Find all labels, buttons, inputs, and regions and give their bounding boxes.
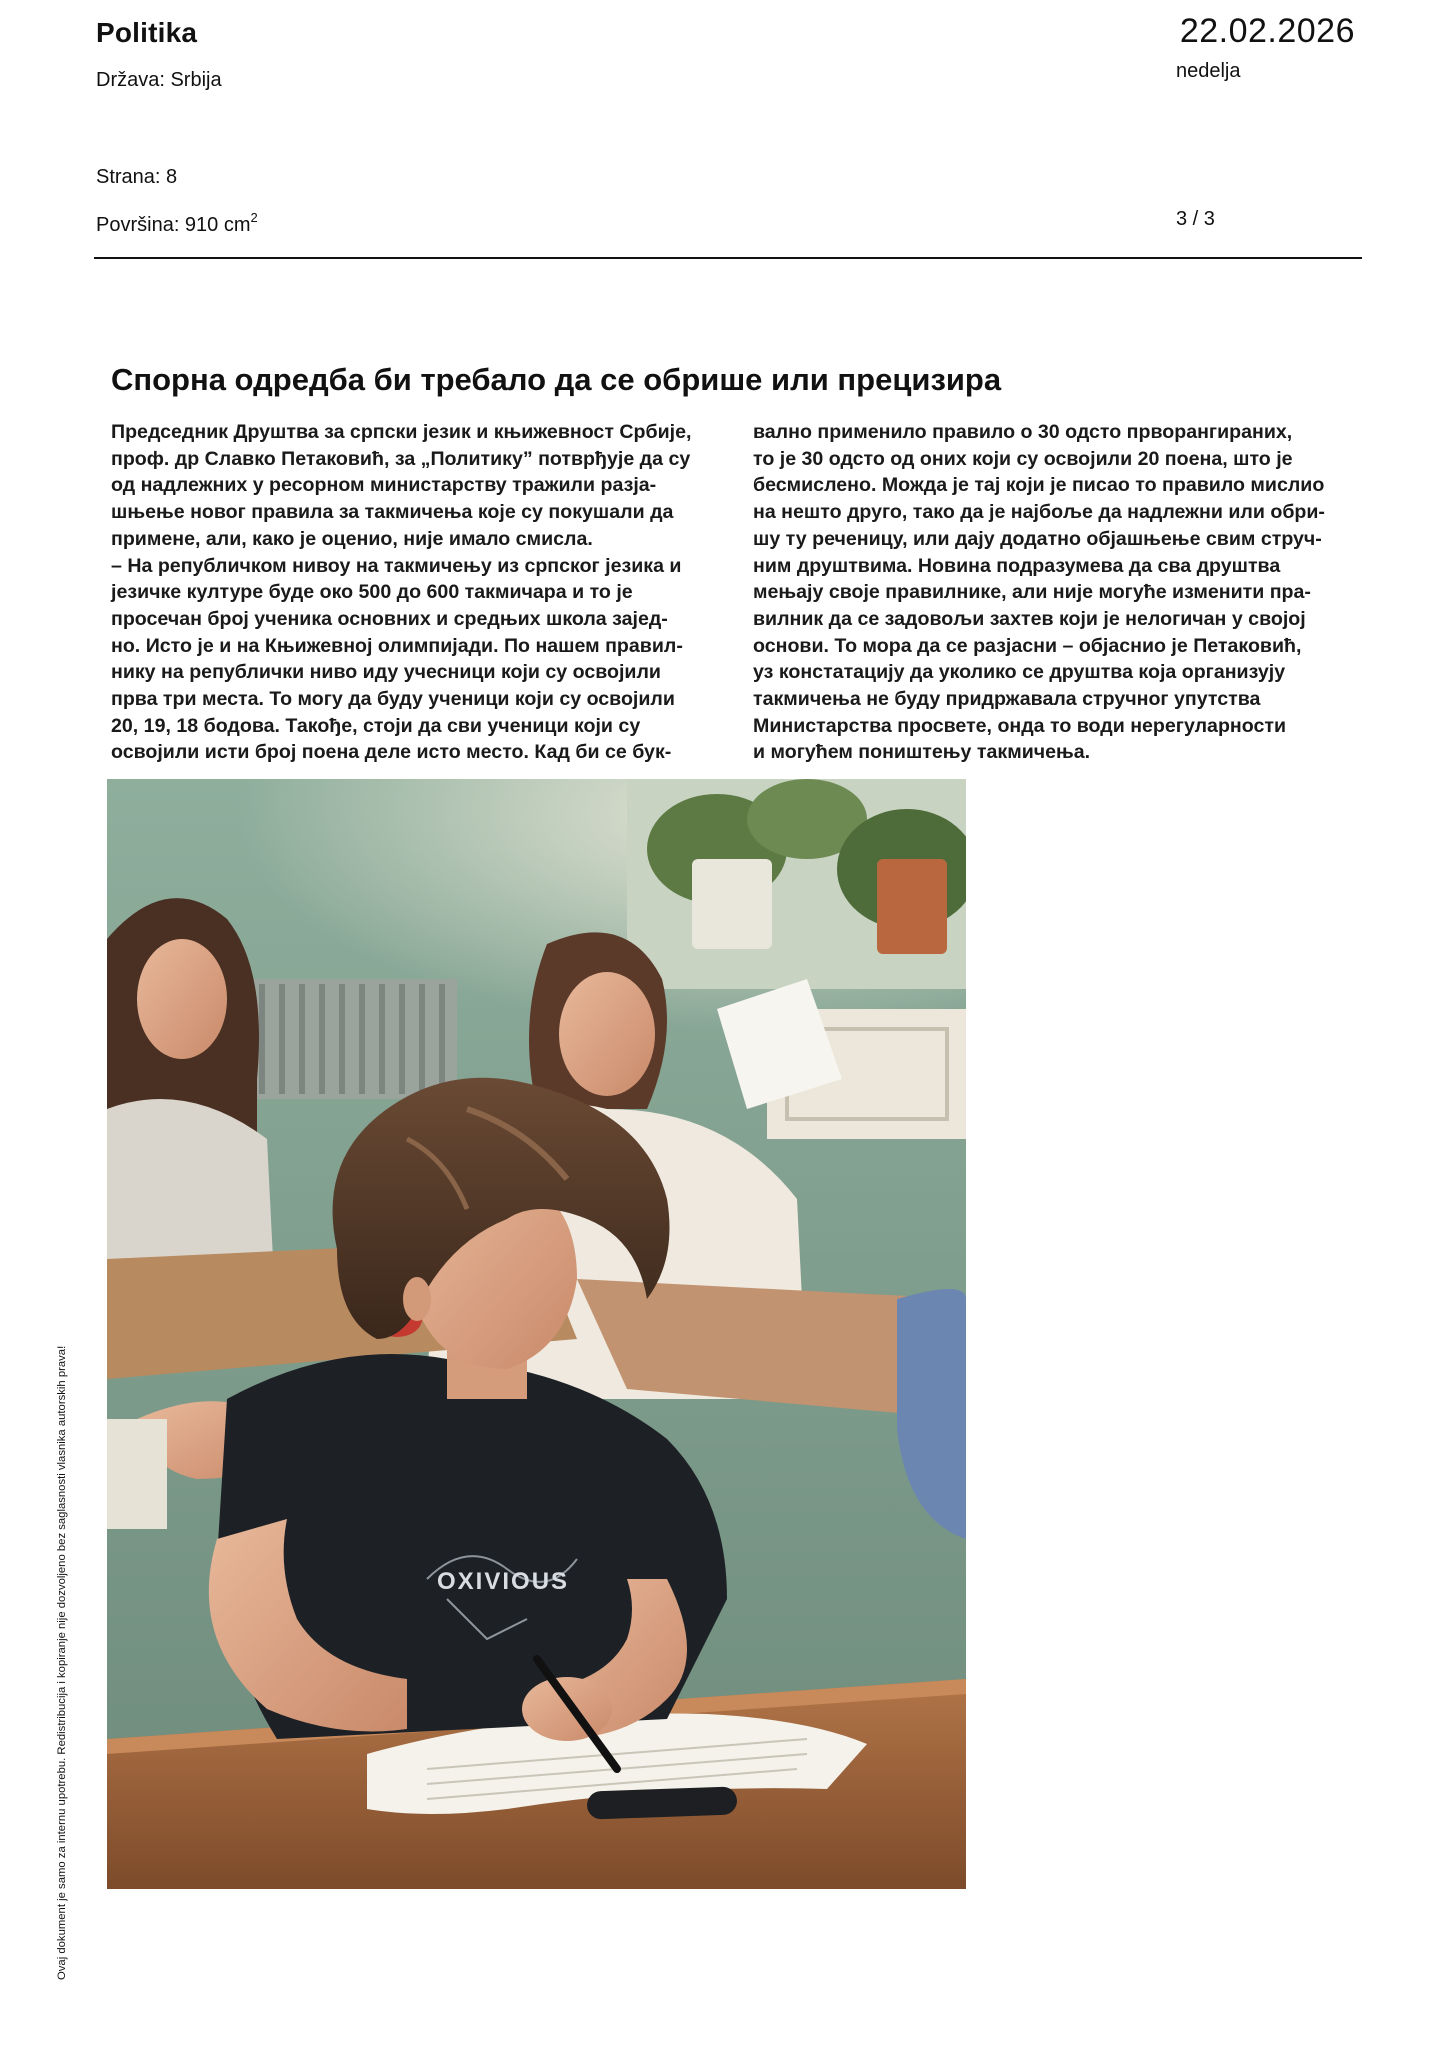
text-line: ним друштвима. Новина подразумева да сва друштва [753, 554, 1281, 577]
publication-date: 22.02.2026 [1179, 12, 1355, 50]
article-photo [107, 779, 966, 1889]
classroom-photo-illustration [107, 779, 966, 1889]
text-line: и могућем поништењу такмичења. [753, 741, 1091, 764]
article-headline: Спорна одредба би требало да се обрише или прецизира [111, 362, 1002, 397]
shirt-print-text: OXIVIOUS [437, 1568, 570, 1595]
text-line: вално применило правило о 30 одсто прворангираних, [753, 421, 1293, 443]
text-line: Министарства просвете, онда то води нерегуларности [753, 714, 1286, 737]
text-line: 20, 19, 18 бодова. Такође, стоји да сви ученици који су [111, 714, 641, 737]
text-line: основи. То мора да се разјасни – објаснио је Петаковић, [753, 634, 1302, 657]
text-line: шњење новог правила за такмичења које су покушали да [111, 501, 674, 524]
text-line: мењају своје правилнике, али није могуће изменити пра- [753, 581, 1311, 604]
text-line: Председник Друштва за српски језик и књижевност Србије, [111, 421, 692, 443]
text-line: прва три места. То могу да буду ученици који су освојили [111, 688, 675, 711]
text-line: вилник да се задовољи захтев који је нелогичан у својој [753, 607, 1306, 630]
publication-name: Politika [96, 17, 198, 48]
text-line: на нешто друго, тако да је најбоље да надлежни или обри- [753, 501, 1325, 524]
text-line: – На републичком нивоу на такмичењу из српског језика и [111, 554, 682, 577]
weekday-label: nedelja [1176, 60, 1241, 82]
text-line: просечан број ученика основних и средњих школа зајед- [111, 607, 668, 630]
text-line: такмичења не буду придржавала стручног упутства [753, 688, 1261, 711]
article-column-left [111, 419, 691, 766]
surface-unit-exponent: 2 [250, 210, 258, 225]
text-line: бесмислено. Можда је тај који је писао то правило мислио [753, 474, 1325, 497]
text-line: то је 30 одсто од оних који су освојили 20 поена, што је [753, 447, 1293, 470]
text-line: уз констатацију да уколико се друштва која организују [753, 661, 1286, 684]
header-divider [94, 257, 1362, 259]
surface-area-label [96, 210, 258, 237]
copyright-disclaimer: Ovaj dokument je samo za internu upotrebu. Redistribucija i kopiranje nije dozvoljeno bez saglasnosti vlasnika autorskih prava! [56, 1345, 68, 1980]
text-line: шу ту реченицу, или дају додатно објашњење свим струч- [753, 527, 1322, 550]
text-line: проф. др Славко Петаковић, за „Политику” потврђује да су [111, 447, 691, 470]
document-pagination: 3 / 3 [1176, 208, 1215, 230]
text-line: нику на републички ниво иду учесници који су освојили [111, 661, 661, 684]
text-line: примене, али, како је оценио, није имало смисла. [111, 527, 593, 550]
surface-area-text: Površina: 910 cm [96, 214, 251, 236]
country-label: Država: Srbija [96, 69, 222, 91]
article-column-right [753, 419, 1325, 766]
text-line: језичке културе буде око 500 до 600 такмичара и то је [111, 581, 633, 604]
text-line: освојили исти број поена деле исто место. Кад би се бук- [111, 741, 672, 764]
page-number-label: Strana: 8 [96, 166, 178, 188]
text-line: но. Исто је и на Књижевној олимпијади. По нашем правил- [111, 634, 683, 657]
text-line: од надлежних у ресорном министарству тражили разја- [111, 474, 657, 497]
